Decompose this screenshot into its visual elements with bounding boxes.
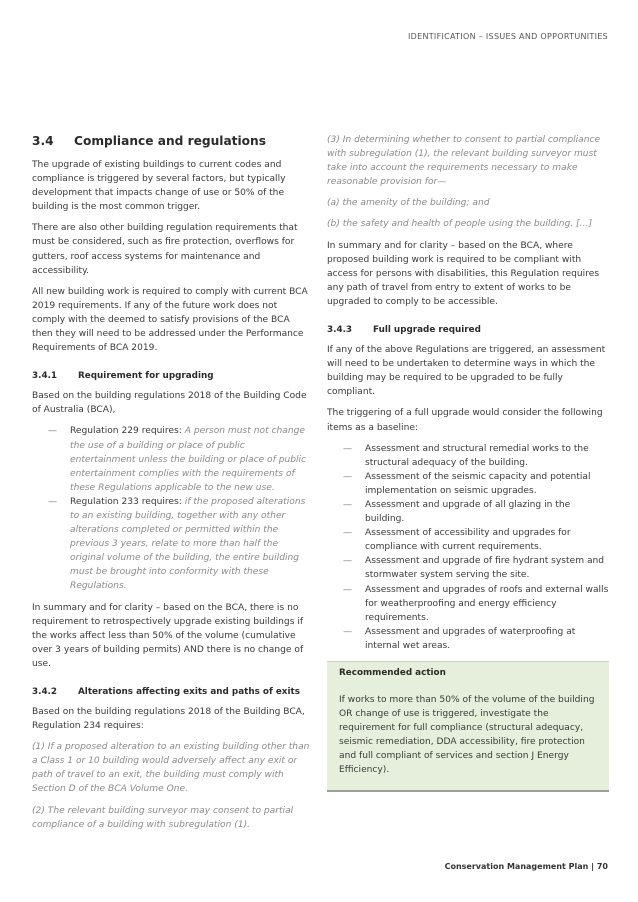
dash-bullet-icon: —: [48, 426, 58, 437]
dash-bullet-icon: —: [343, 626, 353, 637]
baseline-list: [327, 442, 609, 653]
subsection-title: Full upgrade required: [373, 325, 481, 336]
dash-bullet-icon: —: [343, 471, 353, 482]
regulation-label: Regulation 229 requires:: [70, 426, 182, 437]
intro-paragraph: There are also other building regulation requirements that must be considered, such as fire protection, overflows for gutters, roof access systems for maintenance and accessibility.: [32, 223, 298, 276]
list-item-text: Assessment and upgrades of roofs and external walls for weatherproofing and energy efficiency requirements.: [365, 584, 609, 623]
right-column: [327, 133, 609, 792]
subsection-number: 3.4.1: [32, 371, 58, 382]
regulation-quote: (a) the amenity of the building; and: [327, 198, 490, 209]
list-item: [48, 495, 310, 594]
dash-bullet-icon: —: [343, 443, 353, 454]
recommended-action-box: [327, 661, 609, 792]
dash-bullet-icon: —: [343, 528, 353, 539]
regulation-label: Regulation 233 requires:: [70, 496, 182, 507]
list-item-text: Assessment of accessibility and upgrades for compliance with current requirements.: [365, 528, 571, 553]
list-item-text: Assessment and upgrades of waterproofing at internal wet areas.: [365, 626, 576, 651]
subsection-number: 3.4.2: [32, 687, 58, 697]
list-item-text: Assessment and upgrade of all glazing in the building.: [365, 499, 571, 525]
section-heading: [32, 132, 310, 150]
list-item: [343, 442, 609, 470]
regulation-quote: (3) In determining whether to consent to partial compliance with subregulation (1), the relevant building surveyor must take into account the requirements necessary to make reasonable provision for—: [327, 135, 601, 188]
list-item-text: Assessment of the seismic capacity and potential implementation on seismic upgrades.: [365, 471, 591, 496]
list-item: [343, 583, 609, 625]
page-footer: [445, 862, 608, 871]
subsection-title: Requirement for upgrading: [78, 371, 214, 382]
left-column: [32, 132, 310, 839]
subsection-lead: Based on the building regulations 2018 of the Building BCA, Regulation 234 requires:: [32, 707, 305, 732]
subsection-heading-342: [32, 685, 310, 699]
list-item-text: Assessment and upgrade of fire hydrant system and stormwater system serving the site.: [365, 556, 605, 581]
regulation-quote: A person must not change the use of a building or place of public entertainment unless the building or place of public entertainment complies with the requirements of these Regulations applicable to the new use.: [70, 426, 307, 493]
subsection-lead: Based on the building regulations 2018 of the Building Code of Australia (BCA),: [32, 391, 307, 416]
running-header: IDENTIFICATION – ISSUES AND OPPORTUNITIES: [407, 32, 608, 41]
dash-bullet-icon: —: [343, 556, 353, 567]
regulation-quote: (2) The relevant building surveyor may consent to partial compliance of a building with subregulation (1).: [32, 805, 294, 830]
subsection-heading-343: [327, 323, 609, 337]
section-title: Compliance and regulations: [74, 134, 266, 148]
regulation-quote: (1) If a proposed alteration to an existing building other than a Class 1 or 10 building would adversely affect any exit or path of travel to an exit, the building must comply with Section D of the BCA Volume One.: [32, 742, 310, 795]
recommended-action-title: Recommended action: [339, 668, 446, 678]
subsection-heading-341: [32, 369, 310, 383]
regulation-quote: (b) the safety and health of people using the building. […]: [327, 219, 593, 230]
subsection-number: 3.4.3: [327, 325, 353, 336]
list-item: [48, 424, 310, 494]
section-number: 3.4: [32, 134, 54, 148]
list-item: [343, 470, 609, 498]
list-item: [343, 554, 609, 582]
intro-paragraph: The upgrade of existing buildings to current codes and compliance is triggered by several factors, but typically development that impacts change of use or 50% of the building is the most common trigger.: [32, 160, 286, 213]
list-item: [343, 498, 609, 526]
page-number: 70: [596, 862, 608, 871]
body-paragraph: The triggering of a full upgrade would consider the following items as a baseline:: [327, 408, 603, 433]
footer-separator: |: [591, 862, 595, 871]
summary-paragraph: In summary and for clarity – based on the BCA, there is no requirement to retrospectively upgrade existing buildings if the works affect less than 50% of the volume (cumulative over 3 years of building permits) AND there is no change of use.: [32, 602, 304, 669]
list-item: [343, 625, 609, 653]
dash-bullet-icon: —: [343, 499, 353, 510]
regulation-list: [32, 424, 310, 593]
list-item-text: Assessment and structural remedial works to the structural adequacy of the building.: [365, 443, 589, 468]
list-item: [343, 526, 609, 554]
body-paragraph: If any of the above Regulations are triggered, an assessment will need to be undertaken to determine ways in which the building may be required to be upgraded to be fully compliant.: [327, 345, 606, 398]
intro-paragraph: All new building work is required to comply with current BCA 2019 requirements. If any of the future work does not comply with the deemed to satisfy provisions of the BCA then they will need to be addressed under the Performance Requirements of BCA 2019.: [32, 286, 308, 354]
dash-bullet-icon: —: [48, 496, 58, 507]
dash-bullet-icon: —: [343, 584, 353, 595]
summary-paragraph: In summary and for clarity – based on the BCA, where proposed building work is required to be compliant with access for persons with disabilities, this Regulation requires any path of travel from entry to extent of works to be upgraded to comply to be accessible.: [327, 240, 600, 307]
subsection-title: Alterations affecting exits and paths of exits: [78, 687, 300, 697]
recommended-action-text: If works to more than 50% of the volume of the building OR change of use is triggered, investigate the requirement for full compliance (structural adequacy, seismic remediation, DDA accessibility, fire protection and full compliant of services and section J Energy Efficiency).: [339, 695, 595, 776]
regulation-quote: if the proposed alterations to an existing building, together with any other alterations completed or permitted within the previous 3 years, relate to more than half the original volume of the building, the entire building must be brought into conformity with these Regulations.: [70, 496, 306, 592]
document-title: Conservation Management Plan: [444, 862, 589, 871]
